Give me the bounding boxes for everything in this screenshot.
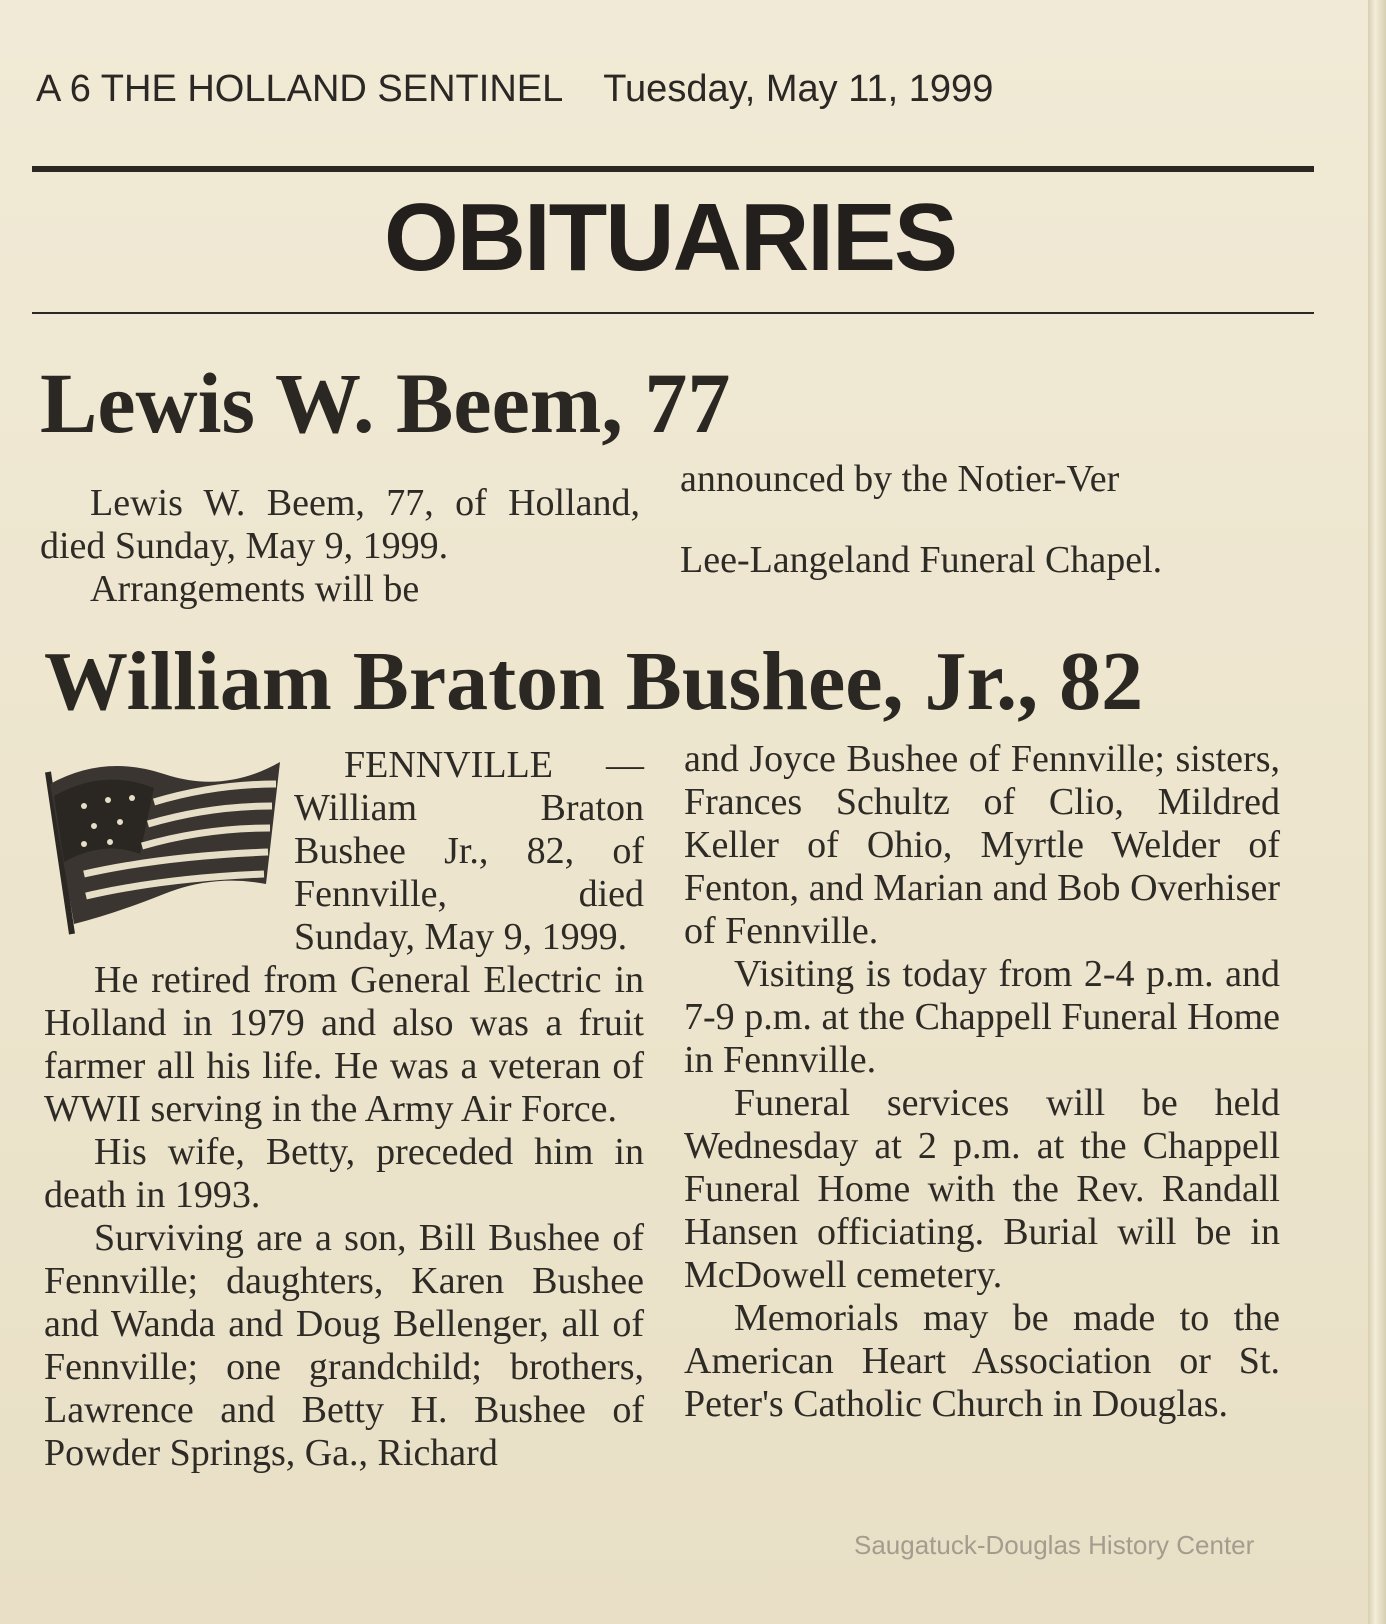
paragraph: He retired from General Electric in Holland in 1979 and also was a fruit farmer all his life. He was a veteran of WWII serving in the Army Air Force. (44, 959, 644, 1130)
paragraph: Visiting is today from 2-4 p.m. and 7-9 p.m. at the Chappell Funeral Home in Fennville. (684, 953, 1280, 1081)
section-rule (32, 312, 1314, 314)
beem-column-right (680, 458, 1270, 620)
page-info: A 6 THE HOLLAND SENTINEL (36, 68, 564, 110)
paragraph: and Joyce Bushee of Fennville; sisters, Frances Schultz of Clio, Mildred Keller of Ohio, Myrtle Welder of Fenton, and Marian and Bob Overhiser of Fennville. (684, 738, 1280, 952)
paper-fold-edge (1368, 0, 1386, 1624)
bushee-column-right (684, 738, 1280, 1426)
paragraph: Funeral services will be held Wednesday at 2 p.m. at the Chappell Funeral Home with the Rev. Randall Hansen officiating. Burial will be in McDowell cemetery. (684, 1082, 1280, 1296)
top-rule (32, 166, 1314, 172)
paragraph: Memorials may be made to the American Heart Association or St. Peter's Catholic Church in Douglas. (684, 1297, 1280, 1425)
paragraph: Surviving are a son, Bill Bushee of Fennville; daughters, Karen Bushee and Wanda and Doug Bellenger, all of Fennville; one grandchild; brothers, Lawrence and Betty H. Bushee of Powder Springs, Ga., Richard (44, 1217, 644, 1474)
paragraph: FENNVILLE — William Braton Bushee Jr., 82, of Fennville, died Sunday, May 9, 1999. (294, 744, 644, 958)
beem-column-left (40, 482, 640, 611)
issue-date: Tuesday, May 11, 1999 (603, 68, 994, 110)
paragraph: announced by the Notier-Ver (680, 458, 1120, 500)
obituary-headline-beem: Lewis W. Beem, 77 (40, 355, 731, 451)
section-title: OBITUARIES (383, 184, 957, 291)
obituary-headline-bushee: William Braton Bushee, Jr., 82 (44, 635, 1144, 728)
paragraph: Arrangements will be (90, 568, 420, 610)
american-flag-icon (44, 744, 284, 944)
page-header (36, 68, 993, 111)
paragraph: His wife, Betty, preceded him in death in 1993. (44, 1131, 644, 1216)
watermark: Saugatuck-Douglas History Center (854, 1530, 1255, 1560)
bushee-column-left (44, 744, 644, 1475)
paragraph: Lewis W. Beem, 77, of Holland, died Sunday, May 9, 1999. (40, 482, 640, 567)
paragraph: Lee-Langeland Funeral Chapel. (680, 539, 1163, 581)
